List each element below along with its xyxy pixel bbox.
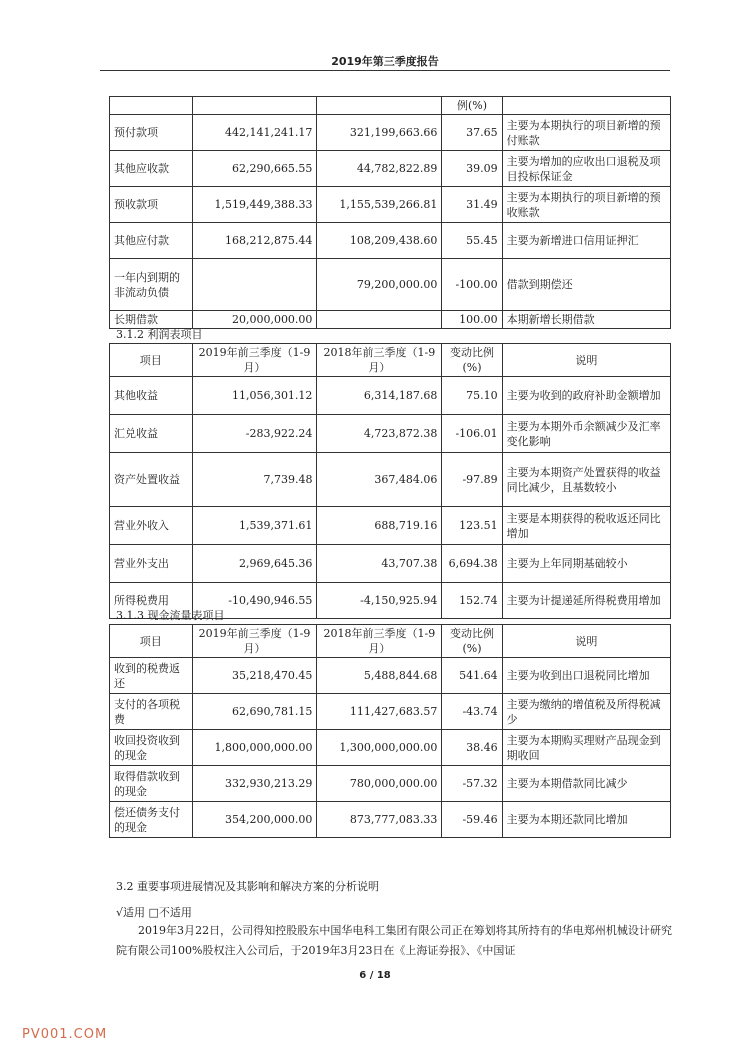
row-label-cell: 其他应收款: [110, 151, 193, 187]
value-2019-cell: 62,690,781.15: [192, 694, 317, 730]
note-cell: 主要为收到的政府补助金额增加: [502, 377, 670, 415]
row-label-cell: 营业外支出: [110, 545, 193, 583]
table-row: [110, 115, 671, 151]
table-row: [110, 766, 671, 802]
value-2019-cell: 168,212,875.44: [192, 223, 317, 259]
change-cell: 37.65: [442, 115, 502, 151]
value-2018-cell: 44,782,822.89: [317, 151, 442, 187]
table-row: [110, 802, 671, 838]
value-2019-cell: 1,519,449,388.33: [192, 187, 317, 223]
row-label-cell: 其他应付款: [110, 223, 193, 259]
note-cell: 主要为本期执行的项目新增的预付账款: [502, 115, 670, 151]
value-2018-cell: 6,314,187.68: [317, 377, 442, 415]
value-2019-cell: 354,200,000.00: [192, 802, 317, 838]
note-cell: 借款到期偿还: [502, 259, 670, 311]
row-label-cell: 偿还债务支付的现金: [110, 802, 193, 838]
change-cell: 39.09: [442, 151, 502, 187]
section-32-label: 3.2 重要事项进展情况及其影响和解决方案的分析说明: [116, 880, 379, 893]
table-row: [110, 545, 671, 583]
cash-flow-table: [109, 624, 671, 838]
value-2018-cell: 688,719.16: [317, 507, 442, 545]
row-label-cell: 一年内到期的非流动负债: [110, 259, 193, 311]
page-number: 6 / 18: [359, 970, 391, 981]
note-cell: 主要为本期购买理财产品现金到期收回: [502, 730, 670, 766]
change-cell: 55.45: [442, 223, 502, 259]
table-row: [110, 223, 671, 259]
report-title: 2019年第三季度报告: [331, 55, 439, 68]
value-2018-cell: 5,488,844.68: [317, 658, 442, 694]
table-row: [110, 151, 671, 187]
value-2018-cell: 1,300,000,000.00: [317, 730, 442, 766]
value-2018-cell: 43,707.38: [317, 545, 442, 583]
value-2018-cell: 321,199,663.66: [317, 115, 442, 151]
table-row: [110, 259, 671, 311]
header-change: 变动比例(%): [442, 344, 502, 377]
value-2018-cell: 367,484.06: [317, 453, 442, 507]
table-header-row: [110, 97, 671, 115]
value-2019-cell: 20,000,000.00: [192, 311, 317, 329]
header-2019: 2019年前三季度（1-9月）: [192, 625, 317, 658]
value-2019-cell: 442,141,241.17: [192, 115, 317, 151]
table-header-row: [110, 344, 671, 377]
note-cell: 主要为缴纳的增值税及所得税减少: [502, 694, 670, 730]
change-cell: 152.74: [442, 583, 502, 619]
row-label-cell: 汇兑收益: [110, 415, 193, 453]
row-label-cell: 其他收益: [110, 377, 193, 415]
header-note: 说明: [502, 625, 670, 658]
value-2018-cell: 780,000,000.00: [317, 766, 442, 802]
value-2019-cell: 62,290,665.55: [192, 151, 317, 187]
change-cell: 541.64: [442, 658, 502, 694]
change-cell: -57.32: [442, 766, 502, 802]
value-2018-cell: 111,427,683.57: [317, 694, 442, 730]
note-cell: 主要为本期执行的项目新增的预收账款: [502, 187, 670, 223]
note-cell: 本期新增长期借款: [502, 311, 670, 329]
change-cell: 31.49: [442, 187, 502, 223]
row-label-cell: 取得借款收到的现金: [110, 766, 193, 802]
value-2019-cell: 1,800,000,000.00: [192, 730, 317, 766]
value-2019-cell: 1,539,371.61: [192, 507, 317, 545]
section-32-paragraph: 2019年3月22日，公司得知控股股东中国华电科工集团有限公司正在筹划将其所持有的华电郑州机械设计研究院有限公司100%股权注入公司后，于2019年3月23日在《上海证券报》、《中国证: [116, 924, 672, 957]
row-label-cell: 支付的各项税费: [110, 694, 193, 730]
value-2019-cell: [192, 259, 317, 311]
table-row: [110, 187, 671, 223]
table-row: [110, 415, 671, 453]
row-label-cell: 预付款项: [110, 115, 193, 151]
row-label-cell: 收回投资收到的现金: [110, 730, 193, 766]
table-row: [110, 694, 671, 730]
note-cell: 主要是本期获得的税收返还同比增加: [502, 507, 670, 545]
note-cell: 主要为本期借款同比减少: [502, 766, 670, 802]
row-label-cell: 营业外收入: [110, 507, 193, 545]
header-item: 项目: [110, 344, 193, 377]
change-cell: 38.46: [442, 730, 502, 766]
note-cell: 主要为本期资产处置获得的收益同比减少，且基数较小: [502, 453, 670, 507]
row-label-cell: 资产处置收益: [110, 453, 193, 507]
change-cell: -43.74: [442, 694, 502, 730]
change-cell: 6,694.38: [442, 545, 502, 583]
note-cell: 主要为收到出口退税同比增加: [502, 658, 670, 694]
table-header-row: [110, 625, 671, 658]
income-statement-table: [109, 343, 671, 619]
header-2019: 2019年前三季度（1-9月）: [192, 344, 317, 377]
page-header: [100, 50, 670, 71]
note-cell: 主要为增加的应收出口退税及项目投标保证金: [502, 151, 670, 187]
note-cell: 主要为上年同期基础较小: [502, 545, 670, 583]
header-note: 说明: [502, 344, 670, 377]
note-cell: 主要为新增进口信用证押汇: [502, 223, 670, 259]
value-2018-cell: -4,150,925.94: [317, 583, 442, 619]
value-2019-cell: -10,490,946.55: [192, 583, 317, 619]
row-label-cell: 所得税费用: [110, 583, 193, 619]
change-cell: 75.10: [442, 377, 502, 415]
value-2019-cell: 11,056,301.12: [192, 377, 317, 415]
value-2019-cell: -283,922.24: [192, 415, 317, 453]
section-312-label: 3.1.2 利润表项目: [116, 328, 203, 341]
value-2018-cell: 4,723,872.38: [317, 415, 442, 453]
value-2019-cell: 2,969,645.36: [192, 545, 317, 583]
header-2018: 2018年前三季度（1-9月）: [317, 344, 442, 377]
value-2018-cell: 79,200,000.00: [317, 259, 442, 311]
table-cell: [502, 97, 670, 115]
change-cell: -106.01: [442, 415, 502, 453]
value-2018-cell: 108,209,438.60: [317, 223, 442, 259]
watermark: PV001.COM: [22, 1027, 108, 1042]
change-cell: 100.00: [442, 311, 502, 329]
applicable-checkbox-text: √适用 □不适用: [116, 906, 192, 919]
row-label-cell: 预收款项: [110, 187, 193, 223]
section-313-label: 3.1.3 现金流量表项目: [116, 609, 225, 622]
change-cell: -59.46: [442, 802, 502, 838]
change-cell: -97.89: [442, 453, 502, 507]
table-row: [110, 658, 671, 694]
table-cell: [317, 97, 442, 115]
note-cell: 主要为本期外币余额减少及汇率变化影响: [502, 415, 670, 453]
header-item: 项目: [110, 625, 193, 658]
table-row: [110, 377, 671, 415]
row-label-cell: 收到的税费返还: [110, 658, 193, 694]
row-label-cell: 长期借款: [110, 311, 193, 329]
table-cell: 例(%): [442, 97, 502, 115]
table-row: [110, 730, 671, 766]
table-cell: [192, 97, 317, 115]
value-2018-cell: 1,155,539,266.81: [317, 187, 442, 223]
header-2018: 2018年前三季度（1-9月）: [317, 625, 442, 658]
table-row: [110, 507, 671, 545]
value-2018-cell: 873,777,083.33: [317, 802, 442, 838]
value-2019-cell: 35,218,470.45: [192, 658, 317, 694]
balance-sheet-table: [109, 96, 671, 329]
note-cell: 主要为计提递延所得税费用增加: [502, 583, 670, 619]
value-2019-cell: 7,739.48: [192, 453, 317, 507]
note-cell: 主要为本期还款同比增加: [502, 802, 670, 838]
change-cell: -100.00: [442, 259, 502, 311]
header-change: 变动比例(%): [442, 625, 502, 658]
value-2018-cell: [317, 311, 442, 329]
value-2019-cell: 332,930,213.29: [192, 766, 317, 802]
table-row: [110, 453, 671, 507]
change-cell: 123.51: [442, 507, 502, 545]
table-cell: [110, 97, 193, 115]
